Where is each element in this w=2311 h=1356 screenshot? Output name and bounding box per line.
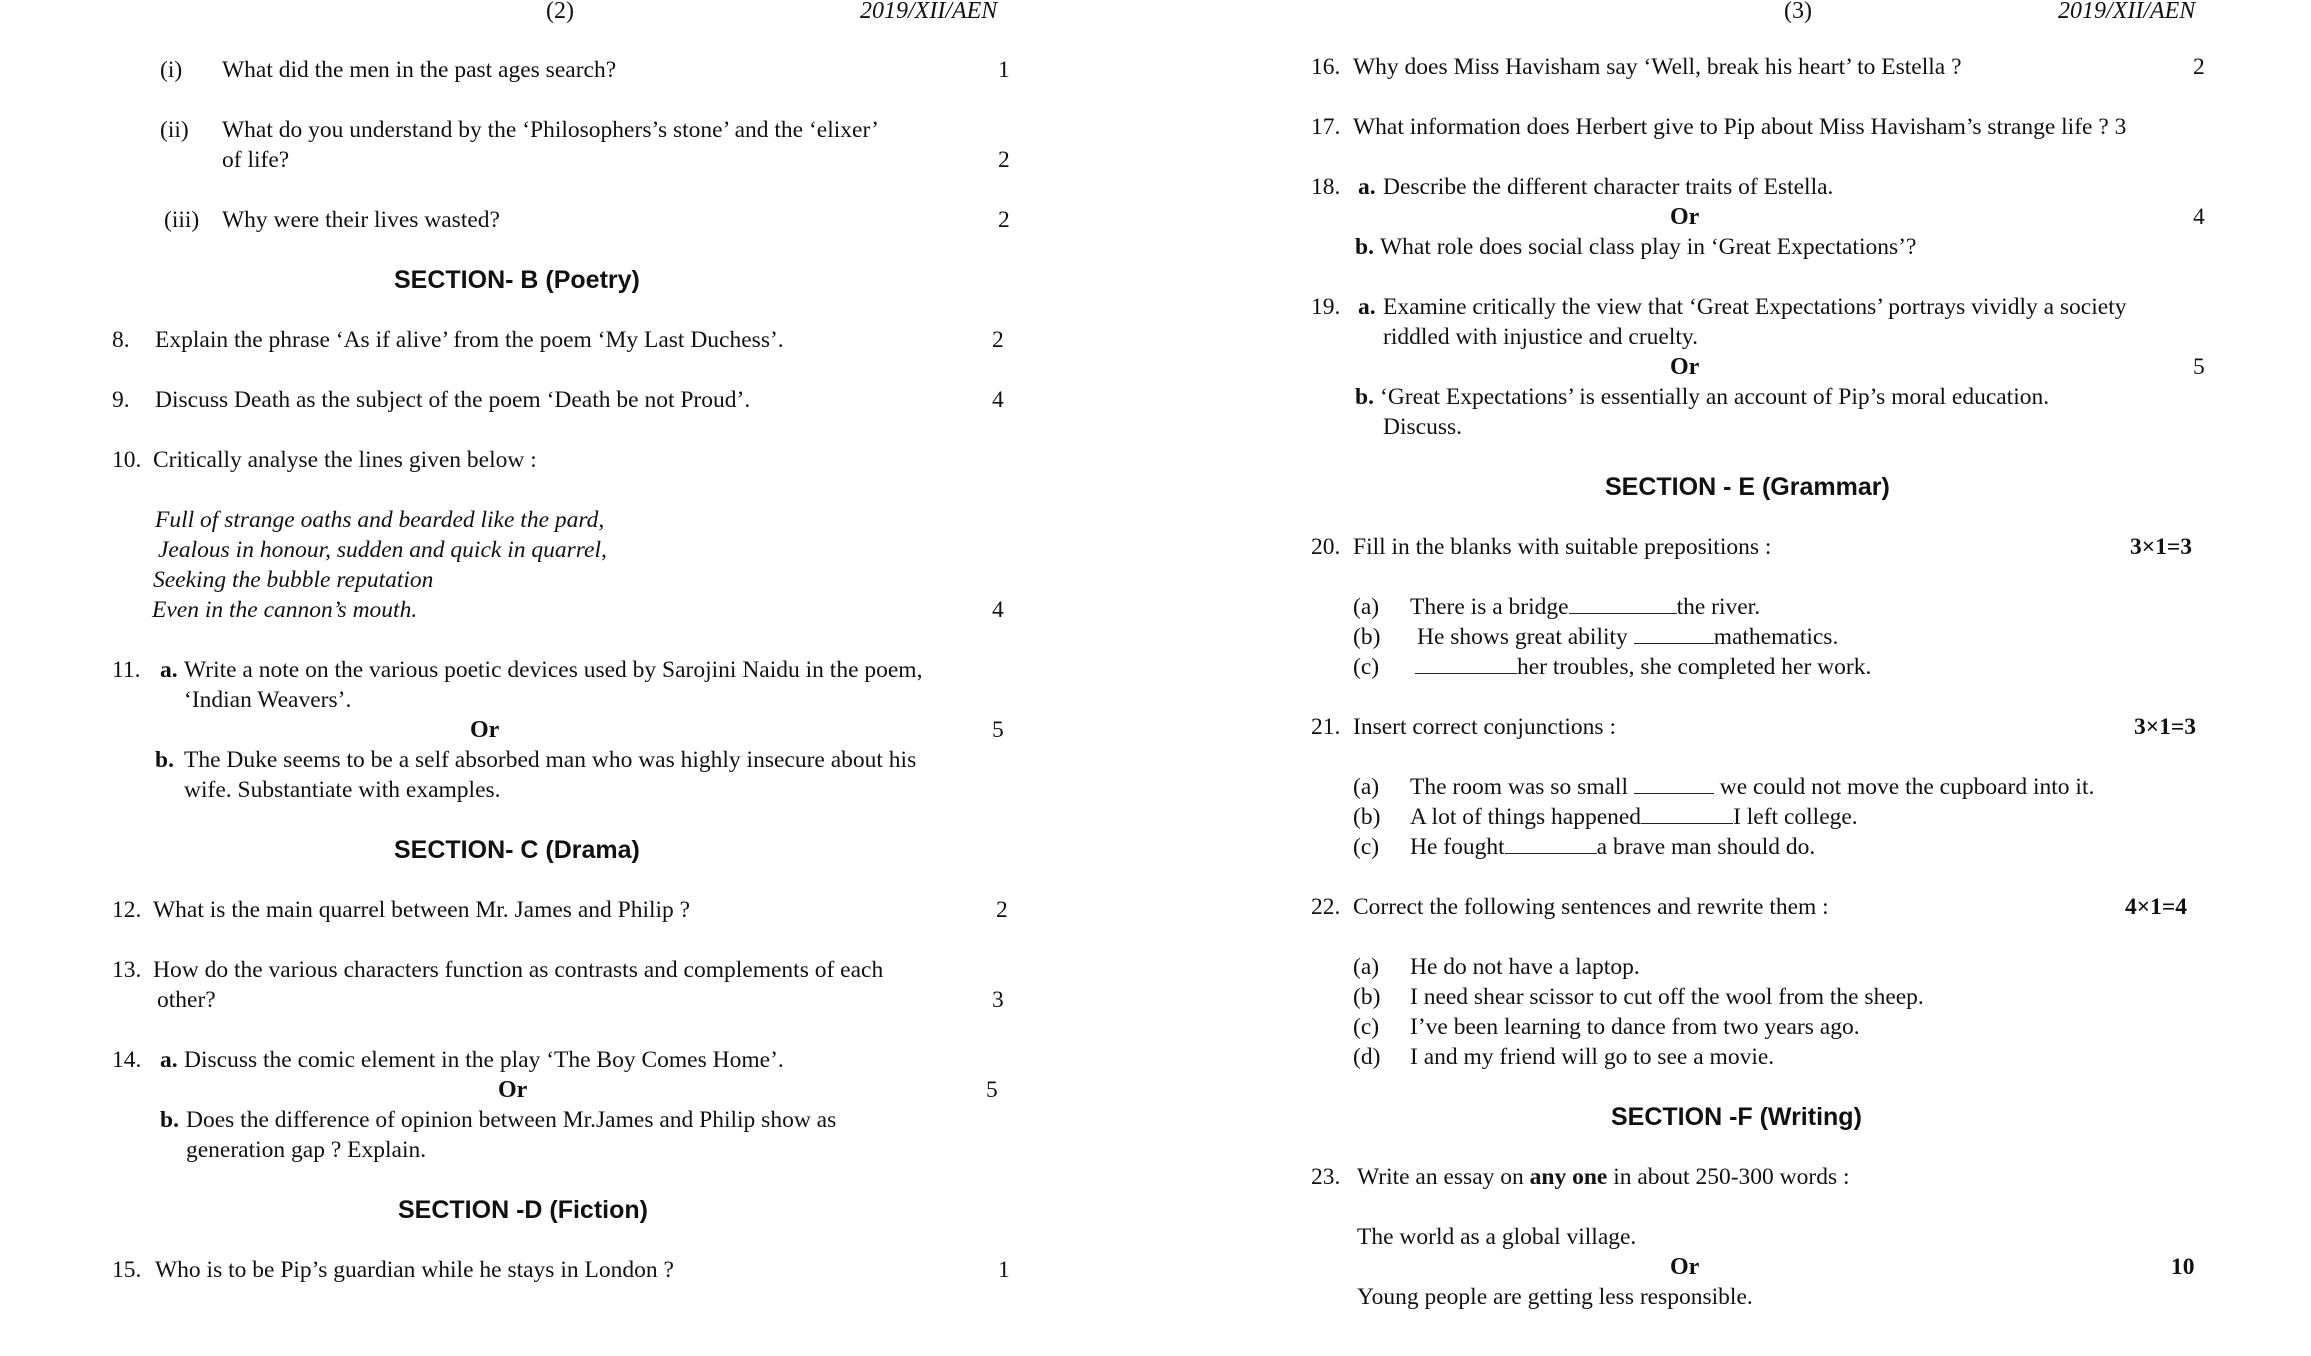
section-e-heading: SECTION - E (Grammar) <box>1605 473 1890 501</box>
q21-c-blank[interactable] <box>1505 833 1597 854</box>
q22-c-label: (c) <box>1353 1014 1380 1040</box>
q8-number: 8. <box>112 327 130 353</box>
q19-b-label: b. <box>1355 384 1374 410</box>
q19-b-text-cont: Discuss. <box>1383 414 1462 440</box>
q17-number: 17. <box>1311 114 1341 140</box>
q10-poem-line-1: Full of strange oaths and bearded like the pard, <box>155 507 605 533</box>
q7-i-text: What did the men in the past ages search? <box>222 57 617 83</box>
q21-c-label: (c) <box>1353 834 1380 860</box>
q19-b-text: ‘Great Expectations’ is essentially an account of Pip’s moral education. <box>1380 384 2050 410</box>
q11-a-text: Write a note on the various poetic devices used by Sarojini Naidu in the poem, <box>184 657 923 683</box>
q23-text-pre: Write an essay on <box>1357 1164 1530 1190</box>
page-number: (2) <box>546 0 574 24</box>
q11-or: Or <box>470 717 500 743</box>
q19-marks: 5 <box>2193 354 2205 380</box>
q21-c-pre: He fought <box>1410 834 1505 860</box>
q21-a-post: we could not move the cupboard into it. <box>1719 774 2095 800</box>
section-c-heading: SECTION- C (Drama) <box>394 836 640 864</box>
q20-b-pre: He shows great ability <box>1417 624 1628 650</box>
q10-number: 10. <box>112 447 142 473</box>
q22-d-text: I and my friend will go to see a movie. <box>1410 1044 1775 1070</box>
q15-text: Who is to be Pip’s guardian while he stays in London ? <box>155 1257 674 1283</box>
page-number: (3) <box>1784 0 1812 24</box>
q20-a-blank[interactable] <box>1569 593 1677 614</box>
q16-marks: 2 <box>2193 54 2205 80</box>
q10-poem-line-4: Even in the cannon’s mouth. <box>152 597 418 623</box>
q22-marks: 4×1=4 <box>2125 894 2188 920</box>
q20-c-blank[interactable] <box>1415 653 1517 674</box>
q18-marks: 4 <box>2193 204 2205 230</box>
q20-text: Fill in the blanks with suitable prepositions : <box>1353 534 1772 560</box>
q21-b-label: (b) <box>1353 804 1381 830</box>
q20-b-blank[interactable] <box>1634 623 1714 644</box>
q21-b-item <box>1410 802 1858 832</box>
q23-topic-1: The world as a global village. <box>1357 1224 1637 1250</box>
q19-a-text-cont: riddled with injustice and cruelty. <box>1383 324 1698 350</box>
q22-d-label: (d) <box>1353 1044 1381 1070</box>
q14-b-text-cont: generation gap ? Explain. <box>186 1137 427 1163</box>
q7-ii-number: (ii) <box>160 117 189 143</box>
q23-text-post: in about 250-300 words : <box>1607 1164 1850 1190</box>
q14-marks: 5 <box>986 1077 998 1103</box>
q9-number: 9. <box>112 387 130 413</box>
q20-a-pre: There is a bridge <box>1410 594 1569 620</box>
q18-a-label: a. <box>1358 174 1376 200</box>
q21-b-pre: A lot of things happened <box>1410 804 1642 830</box>
q13-text-cont: other? <box>157 987 216 1013</box>
q18-a-text: Describe the different character traits of Estella. <box>1383 174 1834 200</box>
q19-or: Or <box>1670 354 1700 380</box>
q21-text: Insert correct conjunctions : <box>1353 714 1616 740</box>
q11-b-label: b. <box>155 747 174 773</box>
q23-text <box>1357 1162 1850 1192</box>
q20-c-post: her troubles, she completed her work. <box>1517 654 1872 680</box>
q14-a-label: a. <box>160 1047 178 1073</box>
q14-a-text: Discuss the comic element in the play ‘The Boy Comes Home’. <box>184 1047 784 1073</box>
q11-b-text: The Duke seems to be a self absorbed man who was highly insecure about his <box>184 747 917 773</box>
q7-iii-number: (iii) <box>164 207 200 233</box>
q21-marks: 3×1=3 <box>2134 714 2197 740</box>
q7-iii-text: Why were their lives wasted? <box>222 207 500 233</box>
q21-number: 21. <box>1311 714 1341 740</box>
q21-a-item <box>1410 772 2094 802</box>
q20-a-post: the river. <box>1676 594 1761 620</box>
q22-text: Correct the following sentences and rewrite them : <box>1353 894 1829 920</box>
q20-c-label: (c) <box>1353 654 1380 680</box>
q21-c-post: a brave man should do. <box>1596 834 1816 860</box>
q14-number: 14. <box>112 1047 142 1073</box>
q7-i-number: (i) <box>160 57 183 83</box>
q20-number: 20. <box>1311 534 1341 560</box>
q20-marks: 3×1=3 <box>2130 534 2193 560</box>
section-b-heading: SECTION- B (Poetry) <box>394 266 640 294</box>
left-page <box>0 0 1155 1356</box>
paper-code: 2019/XII/AEN <box>860 0 998 24</box>
q18-b-text: What role does social class play in ‘Great Expectations’? <box>1380 234 1917 260</box>
q22-b-text: I need shear scissor to cut off the wool from the sheep. <box>1410 984 1924 1010</box>
q17-text: What information does Herbert give to Pip about Miss Havisham’s strange life ? 3 <box>1353 114 2127 140</box>
q22-b-label: (b) <box>1353 984 1381 1010</box>
q20-a-item <box>1410 592 1760 622</box>
q10-marks: 4 <box>992 597 1004 623</box>
q16-text: Why does Miss Havisham say ‘Well, break his heart’ to Estella ? <box>1353 54 1962 80</box>
q21-a-blank[interactable] <box>1634 773 1714 794</box>
q7-ii-marks: 2 <box>998 147 1010 173</box>
q22-number: 22. <box>1311 894 1341 920</box>
q11-a-label: a. <box>160 657 178 683</box>
q23-text-bold: any one <box>1529 1164 1608 1190</box>
q7-ii-text: What do you understand by the ‘Philosophers’s stone’ and the ‘elixer’ <box>222 117 879 143</box>
right-page <box>1155 0 2311 1356</box>
q23-or: Or <box>1670 1254 1700 1280</box>
q22-a-text: He do not have a laptop. <box>1410 954 1640 980</box>
q10-text: Critically analyse the lines given below : <box>153 447 537 473</box>
q23-topic-2: Young people are getting less responsible. <box>1357 1284 1753 1310</box>
q20-a-label: (a) <box>1353 594 1380 620</box>
q11-number: 11. <box>112 657 141 683</box>
q21-b-post: I left college. <box>1733 804 1858 830</box>
q14-or: Or <box>498 1077 528 1103</box>
q19-a-label: a. <box>1358 294 1376 320</box>
q9-marks: 4 <box>992 387 1004 413</box>
q21-a-pre: The room was so small <box>1410 774 1628 800</box>
section-f-heading: SECTION -F (Writing) <box>1611 1103 1862 1131</box>
q22-a-label: (a) <box>1353 954 1380 980</box>
q7-i-marks: 1 <box>998 57 1010 83</box>
q9-text: Discuss Death as the subject of the poem ‘Death be not Proud’. <box>155 387 751 413</box>
q21-c-item <box>1410 832 1815 862</box>
q12-number: 12. <box>112 897 142 923</box>
q13-number: 13. <box>112 957 142 983</box>
q20-c-item <box>1415 652 1871 682</box>
q18-or: Or <box>1670 204 1700 230</box>
q13-text: How do the various characters function as contrasts and complements of each <box>153 957 884 983</box>
section-d-heading: SECTION -D (Fiction) <box>398 1196 648 1224</box>
q14-b-text: Does the difference of opinion between Mr.James and Philip show as <box>186 1107 837 1133</box>
q11-a-text-cont: ‘Indian Weavers’. <box>184 687 352 713</box>
q20-b-item <box>1417 622 1838 652</box>
q8-marks: 2 <box>992 327 1004 353</box>
q11-marks: 5 <box>992 717 1004 743</box>
q21-a-label: (a) <box>1353 774 1380 800</box>
q11-b-text-cont: wife. Substantiate with examples. <box>184 777 501 803</box>
q19-number: 19. <box>1311 294 1341 320</box>
q12-text: What is the main quarrel between Mr. James and Philip ? <box>153 897 691 923</box>
q15-marks: 1 <box>998 1257 1010 1283</box>
q16-number: 16. <box>1311 54 1341 80</box>
q22-c-text: I’ve been learning to dance from two years ago. <box>1410 1014 1860 1040</box>
q8-text: Explain the phrase ‘As if alive’ from the poem ‘My Last Duchess’. <box>155 327 784 353</box>
q14-b-label: b. <box>160 1107 179 1133</box>
q19-a-text: Examine critically the view that ‘Great Expectations’ portrays vividly a society <box>1383 294 2127 320</box>
q12-marks: 2 <box>996 897 1008 923</box>
q18-b-label: b. <box>1355 234 1374 260</box>
q23-number: 23. <box>1311 1164 1341 1190</box>
q10-poem-line-3: Seeking the bubble reputation <box>153 567 434 593</box>
q20-b-label: (b) <box>1353 624 1381 650</box>
q18-number: 18. <box>1311 174 1341 200</box>
paper-code: 2019/XII/AEN <box>2058 0 2196 24</box>
q21-b-blank[interactable] <box>1641 803 1733 824</box>
q15-number: 15. <box>112 1257 142 1283</box>
q23-marks: 10 <box>2171 1254 2195 1280</box>
q13-marks: 3 <box>992 987 1004 1013</box>
q10-poem-line-2: Jealous in honour, sudden and quick in quarrel, <box>158 537 607 563</box>
q7-iii-marks: 2 <box>998 207 1010 233</box>
q7-ii-text-cont: of life? <box>222 147 290 173</box>
q20-b-post: mathematics. <box>1713 624 1839 650</box>
